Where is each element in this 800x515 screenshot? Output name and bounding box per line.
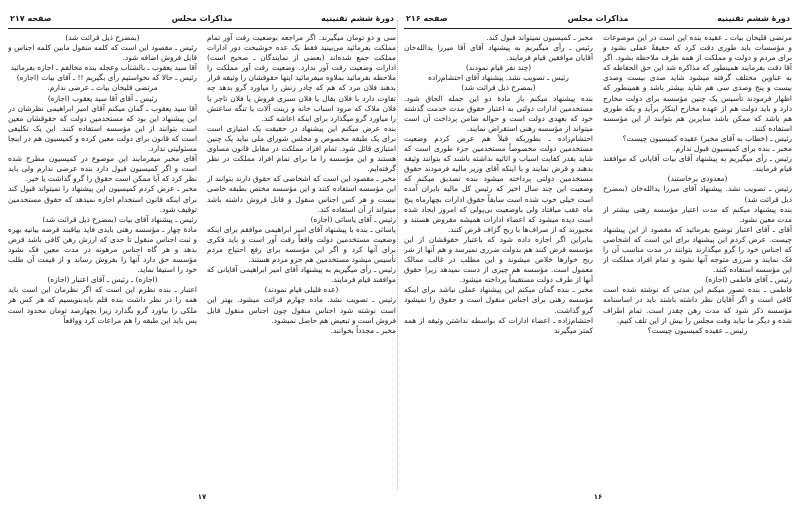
paragraph: فاطمی ـ بنده تصور میکنم این مدتی که نوشته شده است کافی است و اگر آقایان نظر داشته باشند باید در اساسنامه مؤسسه ذکر شود که مدت رهن چقدر است. تمام اطراف شده و دیگر ما نباید وقت مجلس را بیش از این تلف کنیم. [603,285,792,325]
page-header [404,14,792,28]
header-title: مذاکرات مجلس [567,14,629,23]
paragraph: رئیس ـ رأی میگیریم به پیشنهاد آقای بیات آقایانی که موافقند قیام فرمایند. [603,154,792,174]
paragraph: مخبر ـ عرض کردم کمیسیون این پیشنهاد را نمیتواند قبول کند برای اینکه قانون استخدام اجازه نمیدهد که حقوق مستخدمین توقیف شود. [8,184,197,214]
paragraph: احتشام‌زاده ـ اعضاء ادارات که بواسطه نداشتن وثیقه از همه کمتر میگیرند [404,315,593,335]
text-column-right [603,33,792,478]
paragraph: بنده پیشنهاد میکنم باز مادهٔ دو این جمله الحاق شود. مستخدمین ادارات دولتی به اعتبار حقوق مدت خدمت گذشته خود که بعهدی دولت است و حواله ضامن پرداخت آن است میتواند از مؤسسه رهنی استقراض نمایند. [404,93,593,133]
text-column-left [8,33,197,478]
left-page [8,0,396,515]
paragraph: بنده عرض میکنم این پیشنهاد در حقیقت یک امتیازی است برای یک طبقه مخصوص و مجلس شورای ملی نباید یک چنین امتیازی قائل شود. تمام افراد مملکت در مقابل قانون مساوی هستند و این مؤسسه را ما برای تمام افراد مملکت در نظر گرفته‌ایم. [207,123,396,174]
paragraph: یاسائی ـ بنده با پیشنهاد آقای امیر ابراهیمی موافقم برای اینکه وضعیت مستخدمین دولت واقعاً رقت آور است و باید فکری برای آنها کرد و اگر این مؤسسه برای رفع احتیاج مردم تأسیس میشود مستخدمین هم جزو مردم هستند. [207,224,396,265]
paragraph: آقای مخبر میفرمایند این موضوع در کمیسیون مطرح شده است و اگر کمیسیون قبول دارد بنده عرضی ندارم ولی باید نظر کرد که آیا ممکن است حقوق را گرو گذاشت یا خیر. [8,154,197,184]
paragraph: رئیس ـ رأی میگیریم به پیشنهاد آقای آقا میرزا یدالله‌خان آقایان موافقین قیام فرمایند. [404,43,593,63]
paragraph: رئیس ـ آقای آقا سید یعقوب (اجازه) [47,93,158,103]
paragraph: مادهٔ چهار ـ مؤسسه رهنی بایدی فاید بیاقبند قرضه بیانیه بهره و ثبت اجناس منقول تا حدی که ارزش رهن کافی باشد قرض بدهد و هر گاه اجناس مرهونه در مدت معین فک نشود مؤسسه حق دارد آنها را بفروش رساند و از قیمت آن طلب خود را استیفا نماید. [8,224,197,275]
page-gutter [397,20,400,490]
paragraph: اعتبار ـ بنده نظرم این است که اگر نظرمان این است باید همه را در نظر داشت بنده قلم بایدبنویسیم که هر کس هر ملکی را بیاورد گرو بگذارد زیرا بچهارصد تومان محدود است پس باید این طبقه را هم مراعات کرد وواقعاً [8,285,197,325]
paragraph: (چند نفر قیام نمودند) [465,63,532,73]
paragraph: رئیس ـ آقای فاطمی (اجازه) [705,275,792,285]
paragraph: رئیس ـ تصویب نشد. پیشنهاد آقای میرزا یدالله‌خان (بمضرح ذیل قرائت شد) [603,184,792,204]
page-header [8,14,396,28]
paragraph: رئیس ـ مقصود این است که کلمه منقول مابین کلمه اجناس و قابل فروش اضافه شود. [8,43,197,63]
header-rule [404,28,792,29]
header-title: مذاکرات مجلس [171,14,233,23]
paragraph: (بمضرح ذیل قرائت شد) [65,33,140,42]
paragraph: رئیس ـ تصویب نشد. پیشنهاد آقای احتشام‌زاده [428,73,569,83]
paragraph: مخبر ـ بنده گمان میکنم این پیشنهاد عملی نباشد برای اینکه مؤسسه رهنی برای اجناس منقول است و حقوق را نمیشود گرو گذاشت. [404,285,593,315]
paragraph: مخبر ـ مقصود این است که اشخاصی که حقوق دارند بتوانند از این مؤسسه استفاده کنند و این مؤسسه مختص بطبقه خاصی نیست و هر کس اجناس منقول و قابل فروش داشته باشد میتواند از آن استفاده کند. [207,174,396,214]
paragraph: رئیس ـ تصویب نشد. ماده چهارم قرائت میشود. بهتر این است نوشته شود اجناس منقول چون اجناس منقول قابل فروش است و تبعیض هم حاصل نمیشود. [207,295,396,325]
paragraph: مخبر ـ مجدداً بخوانند. [330,325,396,335]
paragraph: رئیس ـ حالا که نخواستیم رأی بگیریم !! ـ آقای بیات (اجازه) [16,73,197,83]
text-columns [8,33,396,478]
paragraph: آقا سید یعقوب ـ گمان میکنم آقای امیر ابراهیمی نظرشان در این پیشنهاد این بود که مستخدمین دولت که حقوقشان معین است بتوانند از این مؤسسه استفاده کنند. این یک تکلیفی است که قانون برای دولت معین کرده و کمیسیون هم در اینجا مسئولیتی ندارد. [8,103,197,154]
paragraph: مرتضی قلیخان بیات ـ عرضی ندارم. [47,83,158,93]
paragraph: رئیس ـ آقای یاسائی (اجازه) [310,214,396,224]
paragraph: بنده پیشنهاد میکنم که مدت اعتبار مؤسسه رهنی بیشتر از مدت معین نشود. [603,204,792,224]
page-number: صفحه ۲۱۷ [10,14,52,23]
paragraph: رئیس ـ رأی میگیریم به پیشنهاد آقای امیر ابراهیمی آقایانی که موافقند قیام فرمایند. [207,265,396,285]
page-number: صفحه ۲۱۶ [406,14,448,23]
paragraph: آقای ـ آقای اعتبار توضیح بفرمائید که مقصود از این پیشنهاد چیست. عرض کردم این پیشنهاد برای این است که اشخاصی که اجناس خود را گرو میگذارند بتوانند در مدت مناسب آن را فک نمایند و ضرری متوجه آنها نشود و تمام افراد مملکت از این مؤسسه استفاده کنند. [603,224,792,275]
paragraph: رئیس ـ پیشنهاد آقای بیات (بمضرح ذیل قرائت شد) [42,214,197,224]
paragraph: احتشام‌زاده ـ بطوریکه قبلاً هم عرض کردم وضعیت مستخدمین دولت مخصوصاً مستخدمین جزء طوری است که شاید بقدر کفایت اسباب و اثاثیه نداشته باشند که بتوانند وثیقه بدهند و قرض نمایند و با اینکه آقای وزیر مالیه فرمودند حقوق مستخدمین دولتی پرداخته میشود بنده تصدیق میکنم که وضعیت این چند سال اخیر که رئیس کل مالیه بایران آمده است خیلی خوب شده است سابقاً حقوق ادارات بچهارماه پنج ماه عقب میافتاد ولی باوضعیت بی‌پولی که امروز ایجاد شده است دیده میشود که اعضاء ادارات همیشه مقروض هستند و مجبورند که از صراف‌ها با ربح گزاف قرض کنند. [404,133,593,234]
paragraph: (اجازه) ـ رئیس ـ آقای اعتبار (اجازه) [47,275,158,285]
paragraph: رئیس ـ عقیده کمیسیون چیست؟ [647,325,748,335]
paragraph: سی و دو تومان میگیرند. اگر مراجعه بوضعیت رفت آور تمام مملکت بفرمائید می‌بینید فقط یک عده خوشبخت دور ادارات مملکت جمع شده‌اند (بعضی از نمایندگان ـ صحیح است) ادارات وضعیت رقت آور ندارد. وضعیت رقت آور مملکت را ملاحظه بفرمائید بملاوه میفرمائید اینها حقوقشان را وثیقه قرار بدهند فلان مرد که هم که چادر زنش را میاورد گرو بدهد چه تفاوت دارد با فلان بقال یا فلان سبزی فروش یا فلان تاجر یا فلان ملاک که مرود اسباب خانه و زینت آلات یا تنگه ساعتش را میاورد گرو میگذارد برای اینکه اعاشه کند. [207,33,396,123]
paragraph: بنابراین اگر اجازه داده شود که باعتبار حقوقشان از این مؤسسه قرض کنند هم بدولت ضرری نمیرسد و هم آنها از شر ربح خوارها خلاص میشوند و این مطلب در غالب ممالک معمول است. مؤسسه هم چیزی از دست نمیدهد زیرا حقوق آنها از طرف دولت مستقیماً پرداخته میشود. [404,234,593,285]
paragraph: مخبر ـ کمیسیون نمیتواند قبول کند. [486,33,593,42]
text-column-left [404,33,593,478]
session-label: دورهٔ ششم تقنینیه [321,14,394,23]
paragraph: مخبر ـ بنده برای کمیسیون قبول ندارم. [673,144,792,154]
session-label: دورهٔ ششم تقنینیه [717,14,790,23]
text-column-right [207,33,396,478]
paragraph: رئیس ـ (خطاب به آقای مخبر) عقیده کمیسیون چیست؟ [622,133,792,143]
paragraph: آقا سید یعقوب ـ بالشتاب وعجله بنده مخالفم ـ اجازه بفرمائید [10,63,197,73]
paragraph: مرتضی قلیخان بیات ـ عقیده بنده این است در این موضوعات و مؤسسات باید طوری دقت کرد که حقیقةً عملی بشود و برای مردم و دولت و مملکت از همه طرف ملاحظه بشود. اگر آقا دقت بفرمایند همینطور که مذاکره شد این حق الحفاظه که به عناوین مختلف گرفته میشود شاید صدی بیست وصدی بیست و پنج وصدی سی هم شاید بیشتر باشد و همینطور که اظهار فرمودند تأسیس یک چنین مؤسسه برای دولت مخارج دارد و باید دولت هم از عهده مخارج اینکار برآید و یکه طوری هم باشد که ممکن باشد سایرین هم بتوانند از این مؤسسه استفاده کنند. [603,33,792,133]
header-rule [8,28,396,29]
paragraph: (بمضرح ذیل قرائت شد) [461,83,536,93]
footer-folio: ۱۶ [593,493,603,501]
right-page [404,0,792,515]
paragraph: (معدودی برخاستند) [667,174,728,184]
text-columns [404,33,792,478]
paragraph: (عده قلیلی قیام نمودند) [264,285,339,295]
footer-folio: ۱۷ [197,493,207,501]
